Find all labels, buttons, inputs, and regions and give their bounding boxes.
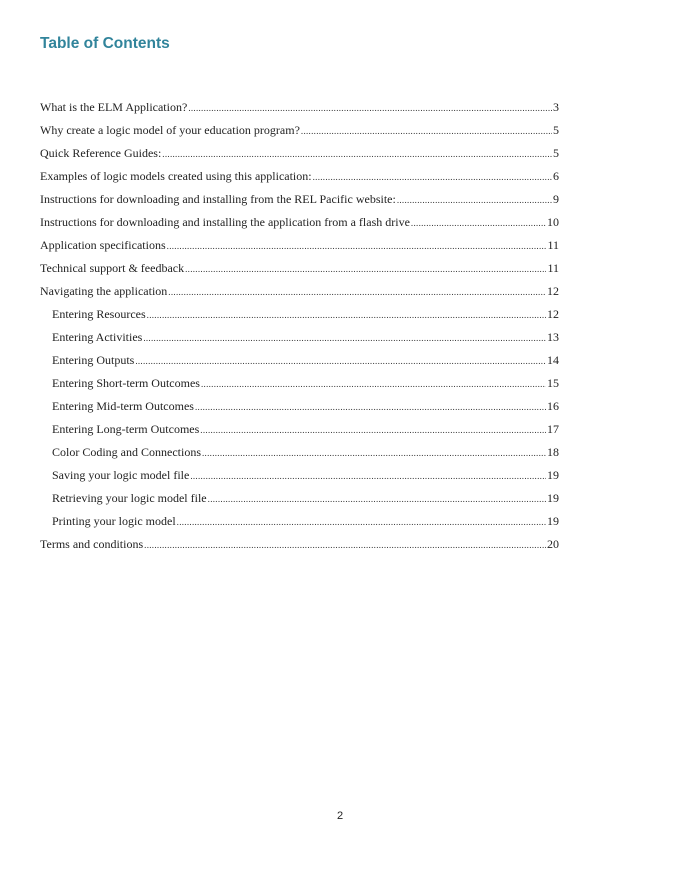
- toc-entry-text: Entering Activities: [52, 330, 143, 344]
- toc-entry[interactable]: [40, 211, 559, 234]
- toc-dot-leader: [411, 212, 546, 235]
- toc-entry-page: 11: [547, 238, 559, 252]
- toc-entry-page: 3: [553, 100, 559, 114]
- toc-entry[interactable]: [40, 188, 559, 211]
- toc-entry[interactable]: [40, 142, 559, 165]
- toc-entry[interactable]: [40, 234, 559, 257]
- toc-dot-leader: [200, 419, 546, 442]
- toc-entry-text: Instructions for downloading and installing from the REL Pacific website:: [40, 192, 396, 206]
- toc-entry-page: 18: [547, 445, 559, 459]
- toc-dot-leader: [397, 189, 552, 212]
- toc-entry[interactable]: [40, 349, 559, 372]
- toc-dot-leader: [313, 166, 552, 189]
- page-number: 2: [336, 810, 344, 822]
- toc-dot-leader: [195, 396, 546, 419]
- toc-dot-leader: [162, 143, 552, 166]
- toc-entry-page: 17: [547, 422, 559, 436]
- toc-entry-text: Instructions for downloading and installing the application from a flash drive: [40, 215, 410, 229]
- toc-entry[interactable]: [40, 395, 559, 418]
- toc-dot-leader: [147, 304, 546, 327]
- toc-list: [40, 96, 559, 556]
- toc-entry[interactable]: [40, 96, 559, 119]
- toc-entry[interactable]: [40, 119, 559, 142]
- toc-entry[interactable]: [40, 533, 559, 556]
- toc-dot-leader: [208, 488, 546, 511]
- toc-entry[interactable]: [40, 464, 559, 487]
- toc-entry[interactable]: [40, 280, 559, 303]
- toc-entry-text: Saving your logic model file: [52, 468, 190, 482]
- toc-entry[interactable]: [40, 303, 559, 326]
- toc-entry-text: Navigating the application: [40, 284, 168, 298]
- toc-entry-text: Entering Short-term Outcomes: [52, 376, 200, 390]
- toc-entry-page: 16: [547, 399, 559, 413]
- toc-entry-page: 12: [547, 284, 559, 298]
- toc-title: Table of Contents: [40, 35, 170, 52]
- toc-entry[interactable]: [40, 510, 559, 533]
- toc-entry-text: Technical support & feedback: [40, 261, 185, 275]
- toc-dot-leader: [190, 465, 546, 488]
- toc-entry-page: 5: [553, 146, 559, 160]
- toc-entry-text: Application specifications: [40, 238, 166, 252]
- toc-dot-leader: [144, 534, 546, 557]
- toc-entry[interactable]: [40, 418, 559, 441]
- toc-dot-leader: [185, 258, 546, 281]
- toc-entry-page: 11: [547, 261, 559, 275]
- toc-entry[interactable]: [40, 372, 559, 395]
- toc-entry-text: Color Coding and Connections: [52, 445, 201, 459]
- toc-dot-leader: [202, 442, 546, 465]
- toc-entry-text: Examples of logic models created using this application:: [40, 169, 312, 183]
- toc-entry-text: Quick Reference Guides:: [40, 146, 162, 160]
- toc-entry-text: Terms and conditions: [40, 537, 144, 551]
- toc-entry-text: What is the ELM Application?: [40, 100, 188, 114]
- toc-entry-page: 13: [547, 330, 559, 344]
- toc-entry-page: 14: [547, 353, 559, 367]
- toc-entry-text: Entering Mid-term Outcomes: [52, 399, 194, 413]
- toc-dot-leader: [177, 511, 546, 534]
- toc-entry-page: 19: [547, 468, 559, 482]
- toc-entry-page: 19: [547, 491, 559, 505]
- toc-entry-page: 19: [547, 514, 559, 528]
- toc-entry-text: Retrieving your logic model file: [52, 491, 207, 505]
- toc-entry-text: Printing your logic model: [52, 514, 176, 528]
- toc-entry-page: 15: [547, 376, 559, 390]
- toc-entry-page: 12: [547, 307, 559, 321]
- toc-entry-page: 10: [547, 215, 559, 229]
- toc-entry-page: 20: [547, 537, 559, 551]
- toc-entry-page: 6: [553, 169, 559, 183]
- toc-entry-text: Entering Outputs: [52, 353, 135, 367]
- toc-entry-text: Entering Resources: [52, 307, 146, 321]
- toc-entry[interactable]: [40, 441, 559, 464]
- toc-dot-leader: [301, 120, 552, 143]
- toc-dot-leader: [168, 281, 546, 304]
- toc-entry[interactable]: [40, 257, 559, 280]
- toc-dot-leader: [188, 97, 552, 120]
- toc-entry[interactable]: [40, 165, 559, 188]
- toc-entry-page: 9: [553, 192, 559, 206]
- toc-dot-leader: [167, 235, 547, 258]
- toc-entry[interactable]: [40, 487, 559, 510]
- toc-dot-leader: [135, 350, 546, 373]
- toc-entry-page: 5: [553, 123, 559, 137]
- toc-dot-leader: [143, 327, 546, 350]
- toc-entry-text: Why create a logic model of your education program?: [40, 123, 300, 137]
- toc-entry-text: Entering Long-term Outcomes: [52, 422, 200, 436]
- toc-entry[interactable]: [40, 326, 559, 349]
- toc-dot-leader: [201, 373, 546, 396]
